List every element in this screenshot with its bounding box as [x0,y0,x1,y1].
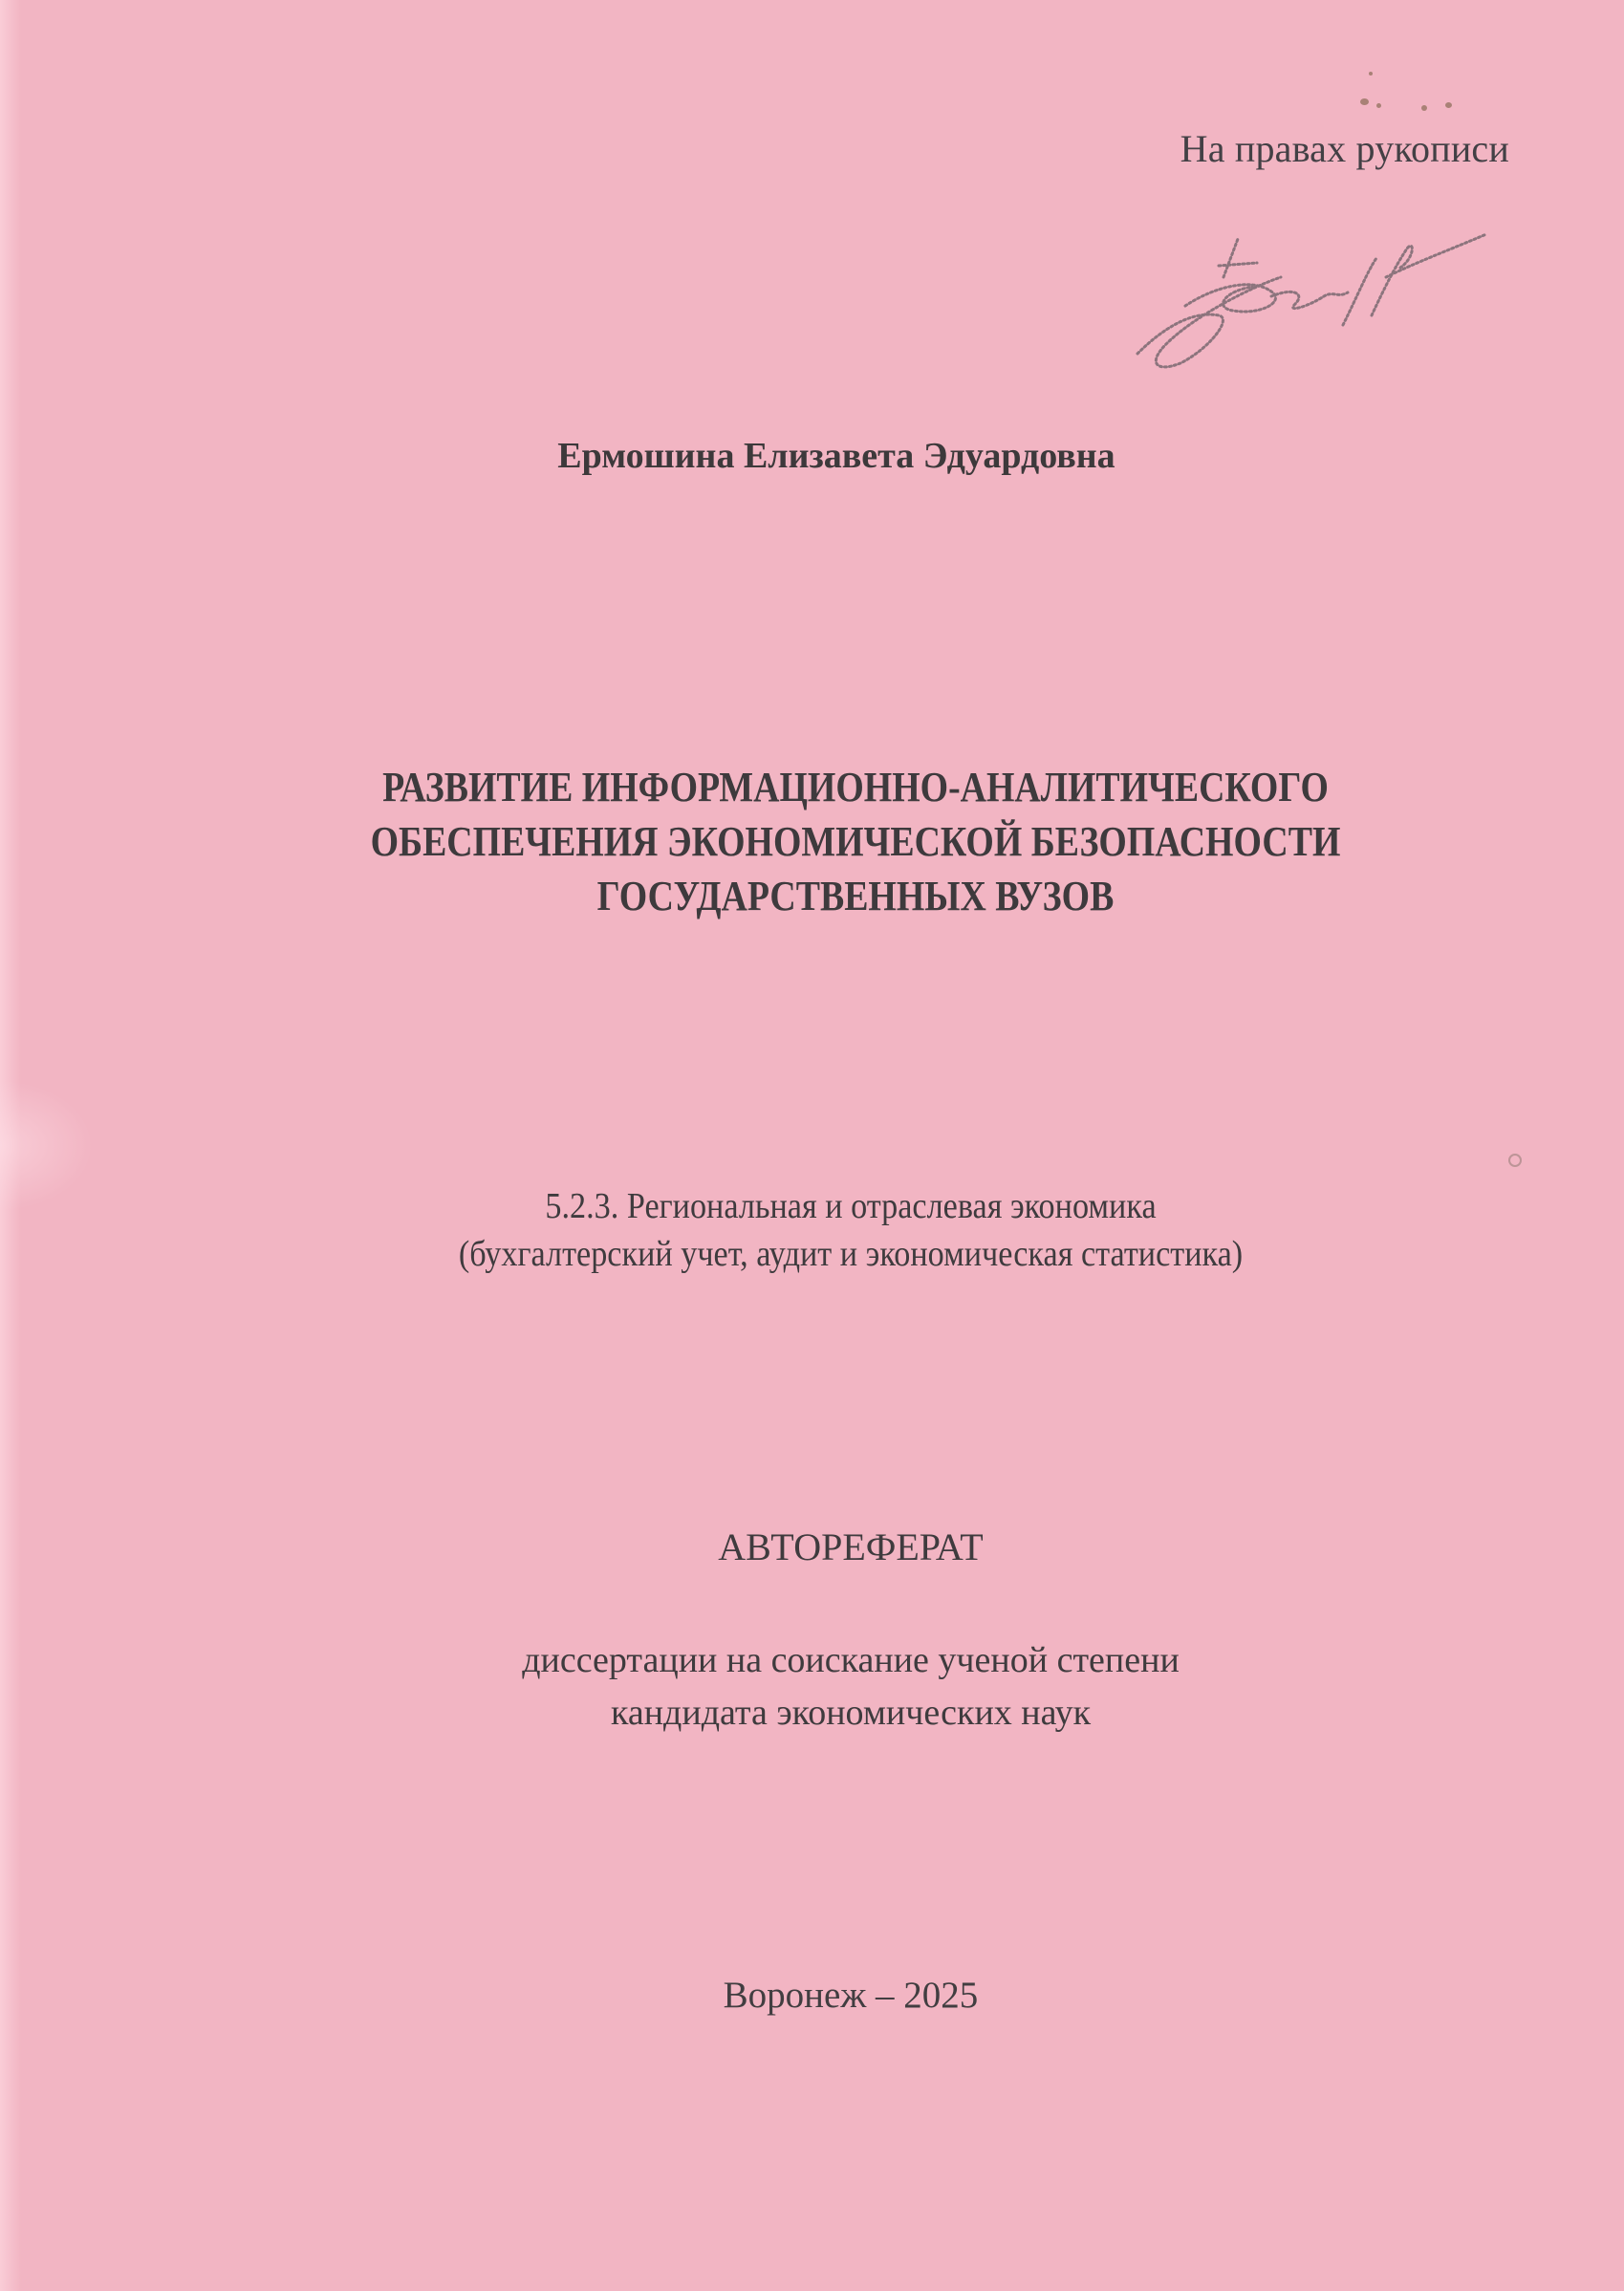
author-signature [1128,220,1491,392]
specialty-line: (бухгалтерский учет, аудит и экономическая статистика) [458,1234,1244,1274]
title-line: РАЗВИТИЕ ИНФОРМАЦИОННО-АНАЛИТИЧЕСКОГО [382,764,1329,810]
document-type: АВТОРЕФЕРАТ [718,1525,984,1568]
paper-speck [1360,98,1369,105]
paper-speck [1376,103,1381,108]
manuscript-rights-note: На правах рукописи [1180,127,1509,170]
dissertation-title [119,760,1591,923]
specialty-code [85,1182,1616,1278]
paper-speck [1369,72,1373,76]
paper-speck [1508,1154,1522,1167]
paper-speck [1445,102,1452,108]
paper-speck [1421,105,1427,111]
specialty-line: 5.2.3. Региональная и отраслевая экономика [545,1186,1157,1226]
degree-description [0,1634,1624,1740]
city-year: Воронеж – 2025 [723,1975,979,2016]
degree-line: кандидата экономических наук [610,1693,1092,1733]
title-line: ОБЕСПЕЧЕНИЯ ЭКОНОМИЧЕСКОЙ БЕЗОПАСНОСТИ [370,818,1341,865]
author-name: Ермошина Елизавета Эдуардовна [557,436,1115,476]
title-line: ГОСУДАРСТВЕННЫХ ВУЗОВ [596,873,1115,919]
degree-line: диссертации на соискание ученой степени [522,1640,1180,1680]
